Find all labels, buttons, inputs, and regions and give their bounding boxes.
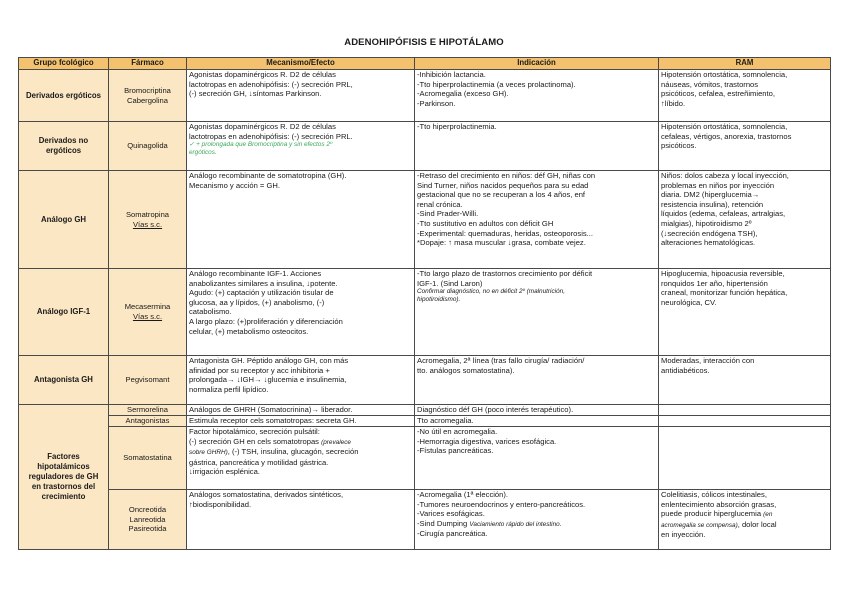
text-line: -Tto hiperprolactinemia (a veces prolactinoma).: [417, 79, 576, 89]
italic-fragment: (prevalece: [321, 438, 351, 446]
text-line: -Tumores neuroendocrinos y entero-pancreáticos.: [417, 499, 586, 509]
mechanism-cell: [187, 427, 415, 490]
indication-cell: [415, 171, 659, 269]
drug-name: Cabergolina: [127, 95, 168, 105]
text-line: A largo plazo: (+)proliferación y diferenciación: [189, 316, 343, 326]
text-fragment: -Sind Dumping: [417, 518, 468, 528]
drug-cell: [109, 356, 187, 405]
table-row: [19, 405, 831, 416]
text-line: (↓secreción endógena TSH),: [661, 228, 758, 238]
text-fragment: , (-) TSH, insulina, glucagón, secreción: [227, 447, 359, 457]
ram-cell: [659, 405, 831, 416]
pharmacology-table: [18, 57, 831, 550]
italic-fragment: sobre GHRH): [189, 449, 228, 457]
text-line: catabolismo.: [189, 307, 232, 317]
text-line: -Experimental: quemaduras, heridas, osteoporosis...: [417, 228, 594, 238]
mechanism-cell: [187, 122, 415, 171]
table-row: [19, 269, 831, 356]
indication-cell: [415, 490, 659, 550]
text-line: gástrica, pancreática y motilidad gástrica.: [189, 457, 329, 467]
text-line: normaliza perfil lipídico.: [189, 384, 269, 394]
group-cell: Antagonista GH: [19, 356, 109, 405]
indication-cell: [415, 405, 659, 416]
group-cell: Derivados no ergóticos: [19, 122, 109, 171]
ram-cell: [659, 416, 831, 427]
text-line: [661, 520, 828, 531]
indication-cell: [415, 70, 659, 122]
text-line: craneal, monitorizar función hepática,: [661, 288, 788, 298]
drug-cell: [109, 122, 187, 171]
text-line: psicóticos.: [661, 141, 697, 151]
text-line: Análogos somatostatina, derivados sintéticos,: [189, 490, 344, 499]
text-line: lactotropas en adenohipófisis: (-) secreción PRL.: [189, 131, 353, 141]
text-line: Tto acromegalia.: [417, 416, 474, 425]
italic-fragment: acromegalia se compensa): [661, 521, 738, 529]
ram-cell: [659, 269, 831, 356]
indication-cell: [415, 356, 659, 405]
text-line: resistencia insulina), retención: [661, 199, 764, 209]
text-line: -Tto hiperprolactinemia.: [417, 122, 497, 131]
text-line: enlentecimiento absorción grasas,: [661, 499, 777, 509]
ram-cell: [659, 122, 831, 171]
table-row: [19, 416, 831, 427]
table-row: [19, 356, 831, 405]
indication-cell: [415, 122, 659, 171]
mechanism-cell: [187, 490, 415, 550]
drug-cell: [109, 171, 187, 269]
drug-cell: [109, 427, 187, 490]
group-cell: Análogo IGF-1: [19, 269, 109, 356]
text-line: -Hemorragia digestiva, varices esofágica.: [417, 436, 557, 446]
ram-cell: [659, 490, 831, 550]
text-line: náuseas, vómitos, trastornos: [661, 79, 759, 89]
text-line: Hipotensión ortostática, somnolencia,: [661, 122, 788, 131]
text-line: *Dopaje: ↑ masa muscular ↓grasa, combate vejez.: [417, 238, 586, 248]
drug-name: Somatostatina: [123, 453, 172, 463]
text-line: antidiabéticos.: [661, 365, 710, 375]
text-line: IGF-1. (Sind Laron): [417, 278, 483, 288]
drug-name: Oncreotida: [128, 505, 167, 515]
text-line: en inyección.: [661, 530, 706, 540]
note-line: ergóticos.: [189, 149, 217, 157]
text-line: Factor hipotalámico, secreción pulsátil:: [189, 427, 320, 436]
group-cell: Análogo GH: [19, 171, 109, 269]
text-line: -Fístulas pancreáticas.: [417, 446, 494, 456]
drug-name: Lanreotida: [129, 514, 166, 524]
indication-cell: [415, 427, 659, 490]
text-line: -Inhibición lactancia.: [417, 70, 486, 79]
table-row: [19, 427, 831, 490]
drug-name: Pegvisomant: [125, 375, 170, 385]
drug-route: Vías s.c.: [132, 312, 163, 321]
text-line: mialgias), hipotiroidismo 2º: [661, 218, 752, 228]
ram-cell: [659, 427, 831, 490]
text-line: Hipotensión ortostática, somnolencia,: [661, 70, 788, 79]
group-cell: Factores hipotalámicos reguladores de GH en trastornos del crecimiento: [19, 405, 109, 550]
drug-name: Quinagolida: [127, 141, 168, 151]
drug-name: Bromocriptina: [124, 85, 171, 95]
text-line: Niños: dolos cabeza y local inyección,: [661, 171, 789, 180]
indication-cell: [415, 416, 659, 427]
ram-cell: [659, 70, 831, 122]
text-line: -Varices esofágicas.: [417, 509, 485, 519]
text-line: [417, 519, 656, 530]
text-line: renal crónica.: [417, 199, 463, 209]
drug-name: Antagonistas: [125, 416, 170, 426]
text-line: -Tto largo plazo de trastornos crecimiento por déficit: [417, 269, 593, 278]
text-line: Sind Turner, niños nacidos pequeños para su edad: [417, 180, 589, 190]
table-row: [19, 171, 831, 269]
text-line: anabolizantes similares a insulina, ↓potente.: [189, 278, 338, 288]
drug-route: Vías s.c.: [132, 219, 163, 229]
text-line: Análogo recombinante IGF-1. Acciones: [189, 269, 322, 278]
text-line: -Sind Prader-Willi.: [417, 209, 479, 219]
text-line: Acromegalia, 2ª línea (tras fallo cirugía/ radiación/: [417, 356, 585, 365]
text-line: -Tto sustitutivo en adultos con déficit GH: [417, 218, 554, 228]
page-title: ADENOHIPÓFISIS E HIPOTÁLAMO: [344, 37, 504, 48]
header-grupo: Grupo fcológico: [19, 58, 109, 70]
text-line: (-) secreción GH, ↓síntomas Parkinson.: [189, 89, 322, 99]
text-line: Colelitiasis, cólicos intestinales,: [661, 490, 767, 499]
text-line: -Cirugía pancreática.: [417, 529, 488, 539]
text-fragment: (-) secreción GH en cels somatotropas: [189, 436, 319, 446]
text-line: Agonistas dopaminérgicos R. D2 de células: [189, 70, 336, 79]
table-row: [19, 122, 831, 171]
mechanism-cell: [187, 416, 415, 427]
italic-fragment: Vaciamiento rápido del intestino.: [469, 520, 562, 528]
text-line: Moderadas, interacción con: [661, 356, 755, 365]
text-fragment: puede producir hiperglucemia: [661, 509, 762, 519]
mechanism-cell: [187, 70, 415, 122]
drug-name: Mecasermina: [124, 302, 171, 312]
text-line: afinidad por su receptor y acc inhibitoria +: [189, 365, 330, 375]
text-line: -Parkinson.: [417, 98, 456, 108]
text-line: Estimula receptor cels somatotropas: secreta GH.: [189, 416, 357, 425]
group-cell: Derivados ergóticos: [19, 70, 109, 122]
text-line: problemas en niños por inyección: [661, 180, 775, 190]
drug-cell: [109, 70, 187, 122]
text-line: líquidos (edema, cefaleas, artralgias,: [661, 209, 786, 219]
header-ram: RAM: [659, 58, 831, 70]
mechanism-cell: [187, 269, 415, 356]
table-row: [19, 490, 831, 550]
text-line: gestacional que no se recuperan a los 4 años, enf: [417, 190, 586, 200]
header-mecanismo: Mecanismo/Efecto: [187, 58, 415, 70]
text-line: tto. análogos somatostatina).: [417, 365, 515, 375]
text-line: cefaleas, vértigos, anorexia, trastornos: [661, 131, 792, 141]
text-line: Agonistas dopaminérgicos R. D2 de células: [189, 122, 336, 131]
text-line: psicóticos, cefalea, estreñimiento,: [661, 89, 775, 99]
drug-cell: [109, 405, 187, 416]
header-farmaco: Fármaco: [109, 58, 187, 70]
drug-cell: [109, 490, 187, 550]
mechanism-cell: [187, 171, 415, 269]
text-line: glucosa, aa y lípidos, (+) anabolismo, (-): [189, 297, 325, 307]
ram-cell: [659, 356, 831, 405]
text-line: -Acromegalia (exceso GH).: [417, 89, 509, 99]
italic-fragment: (en: [763, 511, 773, 519]
table-row: [19, 70, 831, 122]
drug-name: Sermorelina: [127, 405, 168, 415]
text-line: Agudo: (+) captación y utilización tisular de: [189, 288, 334, 298]
note-line: ✓ + prolongada que Bromocriptina y sin efectos 2º: [189, 141, 333, 149]
drug-cell: [109, 416, 187, 427]
text-line: Hipoglucemia, hipoacusia reversible,: [661, 269, 785, 278]
note-line: Confirmar diagnóstico, no en déficit 2º (malnutrición,: [417, 288, 565, 296]
text-line: ↑líbido.: [661, 98, 686, 108]
text-line: prolongada→ ↓IGH→ ↓glucemia e insulinemia,: [189, 375, 347, 385]
text-line: celular, (+) metabolismo osteocitos.: [189, 326, 309, 336]
text-fragment: , dolor local: [737, 519, 777, 529]
text-line: -Retraso del crecimiento en niños: déf GH, niñas con: [417, 171, 596, 180]
text-line: [189, 447, 412, 458]
text-line: [189, 437, 412, 448]
drug-name: Somatropina: [125, 209, 170, 219]
text-line: alteraciones hematológicas.: [661, 238, 756, 248]
indication-cell: [415, 269, 659, 356]
text-line: Análogos de GHRH (Somatocrinina)→ liberador.: [189, 405, 353, 414]
note-line: hipotiroidismo).: [417, 296, 461, 304]
mechanism-cell: [187, 356, 415, 405]
text-line: -No útil en acromegalia.: [417, 427, 498, 436]
text-line: [661, 509, 828, 520]
table-header-row: [19, 58, 831, 70]
drug-cell: [109, 269, 187, 356]
text-line: ↑biodisponibilidad.: [189, 499, 252, 509]
text-line: ronquidos 1er año, hipertensión: [661, 278, 768, 288]
text-line: Mecanismo y acción = GH.: [189, 180, 280, 190]
text-line: Antagonista GH. Péptido análogo GH, con más: [189, 356, 349, 365]
text-line: diaria. DM2 (hiperglucemia→: [661, 190, 760, 200]
text-line: Análogo recombinante de somatotropina (GH).: [189, 171, 347, 180]
drug-name: Pasireotida: [128, 524, 167, 534]
text-line: -Acromegalia (1ª elección).: [417, 490, 509, 499]
header-indicacion: Indicación: [415, 58, 659, 70]
text-line: ↓irrigación esplénica.: [189, 467, 260, 477]
mechanism-cell: [187, 405, 415, 416]
text-line: lactotropas en adenohipófisis: (-) secreción PRL,: [189, 79, 353, 89]
text-line: Diagnóstico déf GH (poco interés terapéutico).: [417, 405, 574, 414]
text-line: neurológica, CV.: [661, 297, 717, 307]
ram-cell: [659, 171, 831, 269]
